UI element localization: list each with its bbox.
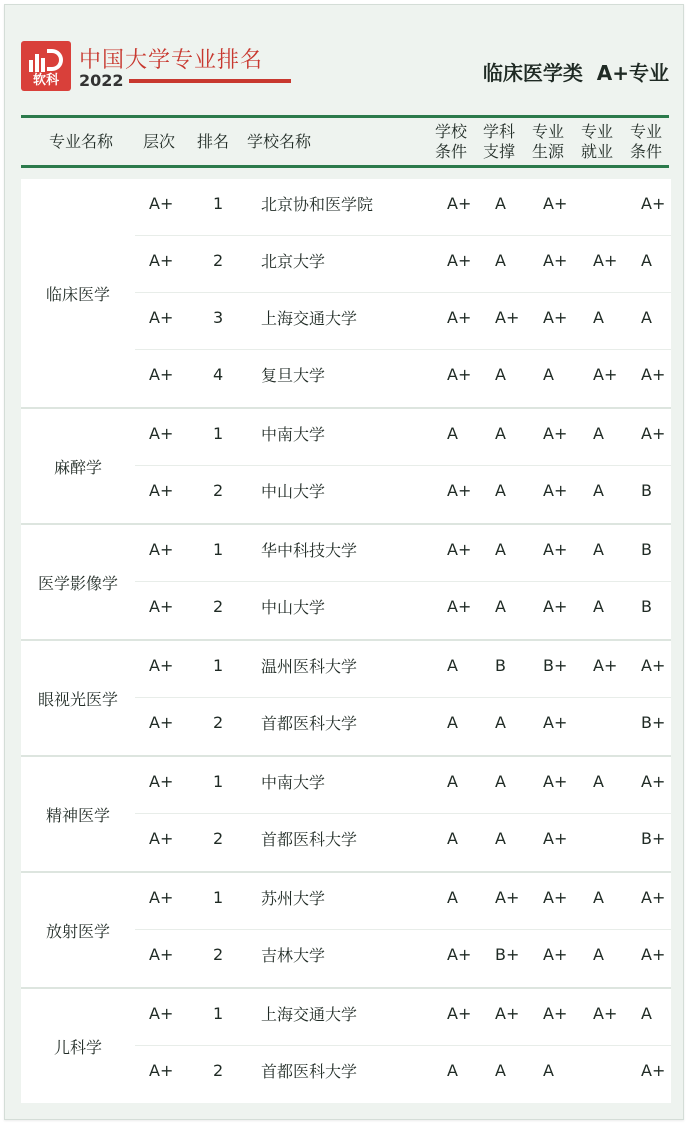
discipline-support-grade: A (495, 1061, 506, 1080)
rank-cell: 1 (213, 540, 224, 559)
school-name-cell: 上海交通大学 (261, 1005, 358, 1024)
school-condition-grade: A (447, 829, 458, 848)
table-row (135, 582, 671, 639)
student-source-grade: A+ (543, 308, 568, 327)
table-row (135, 873, 671, 930)
student-source-grade: A+ (543, 888, 568, 907)
student-source-grade: A+ (543, 945, 568, 964)
rank-cell: 1 (213, 1004, 224, 1023)
major-condition-grade: B+ (641, 713, 666, 732)
rank-cell: 2 (213, 829, 224, 848)
employment-grade: A (593, 772, 604, 791)
col-g5-line1: 专业 (629, 122, 662, 141)
discipline-support-grade: A (495, 597, 506, 616)
school-condition-grade: A+ (447, 597, 472, 616)
school-name-cell: 中山大学 (261, 482, 326, 501)
student-source-grade: A (543, 365, 554, 384)
major-condition-grade: A (641, 251, 652, 270)
major-condition-grade: A (641, 1004, 652, 1023)
major-group (21, 989, 671, 1103)
table-row (135, 757, 671, 814)
major-condition-grade: A+ (641, 194, 666, 213)
table-row (135, 641, 671, 698)
major-condition-grade: A+ (641, 424, 666, 443)
level-cell: A+ (149, 540, 174, 559)
school-condition-grade: A+ (447, 365, 472, 384)
col-g1-line1: 学校 (434, 122, 467, 141)
school-condition-grade: A+ (447, 481, 472, 500)
employment-grade: A+ (593, 251, 618, 270)
discipline-support-grade: A (495, 713, 506, 732)
major-name: 临床医学 (45, 284, 110, 304)
major-condition-grade: A+ (641, 888, 666, 907)
major-group (21, 409, 671, 525)
rank-cell: 2 (213, 713, 224, 732)
major-name: 精神医学 (45, 805, 110, 825)
school-condition-grade: A+ (447, 540, 472, 559)
employment-grade: A (593, 945, 604, 964)
col-major: 专业名称 (48, 132, 113, 151)
level-cell: A+ (149, 424, 174, 443)
discipline-support-grade: A (495, 365, 506, 384)
discipline-support-grade: A (495, 194, 506, 213)
level-cell: A+ (149, 251, 174, 270)
rank-cell: 1 (213, 888, 224, 907)
table-row (135, 236, 671, 293)
rank-cell: 2 (213, 1061, 224, 1080)
col-discipline-support (477, 121, 521, 163)
col-g4-line2: 就业 (580, 142, 613, 161)
employment-grade: A (593, 308, 604, 327)
level-cell: A+ (149, 1004, 174, 1023)
col-g1-line2: 条件 (434, 142, 467, 161)
table-row (135, 466, 671, 523)
student-source-grade: A+ (543, 1004, 568, 1023)
major-name: 儿科学 (53, 1037, 102, 1057)
ranking-card (4, 4, 684, 1120)
header-rule-top (21, 115, 669, 118)
discipline-support-grade: A (495, 540, 506, 559)
col-student-source (526, 121, 570, 163)
employment-grade: A+ (593, 365, 618, 384)
major-group (21, 641, 671, 757)
major-condition-grade: B (641, 540, 652, 559)
table-row (135, 293, 671, 350)
student-source-grade: A+ (543, 481, 568, 500)
school-condition-grade: A (447, 713, 458, 732)
discipline-support-grade: A (495, 772, 506, 791)
major-condition-grade: B (641, 481, 652, 500)
col-rank: 排名 (196, 132, 229, 151)
table-row (135, 409, 671, 466)
header (5, 5, 685, 115)
table-row (135, 814, 671, 871)
major-condition-grade: A+ (641, 656, 666, 675)
employment-grade: A+ (593, 656, 618, 675)
major-condition-grade: A+ (641, 945, 666, 964)
ranking-table-body (21, 179, 671, 1103)
school-name-cell: 中南大学 (261, 773, 326, 792)
col-g4-line1: 专业 (580, 122, 613, 141)
student-source-grade: A+ (543, 424, 568, 443)
level-cell: A+ (149, 945, 174, 964)
brand-title: 中国大学专业排名 (79, 48, 264, 73)
major-name: 眼视光医学 (37, 689, 118, 709)
col-g3-line1: 专业 (531, 122, 564, 141)
discipline-support-grade: A (495, 424, 506, 443)
school-name-cell: 吉林大学 (261, 946, 326, 965)
school-name-cell: 首都医科大学 (261, 830, 358, 849)
school-condition-grade: A+ (447, 1004, 472, 1023)
discipline-support-grade: B (495, 656, 506, 675)
col-g2-line2: 支撑 (482, 142, 515, 161)
col-g3-line2: 生源 (531, 142, 564, 161)
logo-text: 软科 (32, 73, 59, 88)
level-cell: A+ (149, 829, 174, 848)
major-name: 放射医学 (45, 921, 110, 941)
col-major-condition (624, 121, 668, 163)
student-source-grade: A+ (543, 251, 568, 270)
discipline-support-grade: A (495, 829, 506, 848)
major-group (21, 757, 671, 873)
school-name-cell: 上海交通大学 (261, 309, 358, 328)
employment-grade: A (593, 481, 604, 500)
rank-cell: 1 (213, 424, 224, 443)
school-condition-grade: A (447, 772, 458, 791)
rank-cell: 2 (213, 597, 224, 616)
student-source-grade: B+ (543, 656, 568, 675)
rank-cell: 3 (213, 308, 224, 327)
major-condition-grade: A+ (641, 1061, 666, 1080)
major-name: 医学影像学 (37, 573, 118, 593)
level-cell: A+ (149, 772, 174, 791)
shanghairanking-logo-icon (21, 41, 71, 91)
discipline-support-grade: A (495, 251, 506, 270)
level-cell: A+ (149, 888, 174, 907)
discipline-support-grade: A (495, 481, 506, 500)
level-cell: A+ (149, 308, 174, 327)
school-condition-grade: A+ (447, 308, 472, 327)
employment-grade: A (593, 597, 604, 616)
school-condition-grade: A (447, 656, 458, 675)
student-source-grade: A+ (543, 772, 568, 791)
level-cell: A+ (149, 597, 174, 616)
discipline-support-grade: A+ (495, 1004, 520, 1023)
level-cell: A+ (149, 194, 174, 213)
school-condition-grade: A (447, 1061, 458, 1080)
major-condition-grade: B (641, 597, 652, 616)
major-group (21, 873, 671, 989)
employment-grade: A+ (593, 1004, 618, 1023)
school-condition-grade: A+ (447, 945, 472, 964)
school-name-cell: 华中科技大学 (261, 541, 358, 560)
school-name-cell: 中南大学 (261, 425, 326, 444)
rank-cell: 1 (213, 772, 224, 791)
school-name-cell: 首都医科大学 (261, 714, 358, 733)
major-condition-grade: A+ (641, 772, 666, 791)
discipline-support-grade: A+ (495, 308, 520, 327)
school-condition-grade: A (447, 888, 458, 907)
rank-cell: 2 (213, 481, 224, 500)
header-rule-bottom (21, 165, 669, 168)
employment-grade: A (593, 540, 604, 559)
school-condition-grade: A+ (447, 194, 472, 213)
rank-cell: 4 (213, 365, 224, 384)
col-school-condition (429, 121, 473, 163)
rank-cell: 1 (213, 194, 224, 213)
level-cell: A+ (149, 713, 174, 732)
table-row (135, 1046, 671, 1103)
col-school: 学校名称 (247, 132, 312, 151)
major-condition-grade: B+ (641, 829, 666, 848)
major-condition-grade: A (641, 308, 652, 327)
major-name: 麻醉学 (53, 457, 102, 477)
school-name-cell: 复旦大学 (261, 366, 326, 385)
school-condition-grade: A+ (447, 251, 472, 270)
col-employment (575, 121, 619, 163)
brand-year: 2022 (79, 71, 124, 90)
table-row (135, 525, 671, 582)
col-level: 层次 (142, 132, 175, 151)
rank-cell: 2 (213, 251, 224, 270)
discipline-support-grade: A+ (495, 888, 520, 907)
student-source-grade: A (543, 1061, 554, 1080)
student-source-grade: A+ (543, 829, 568, 848)
rank-cell: 2 (213, 945, 224, 964)
table-row (135, 698, 671, 755)
table-row (135, 989, 671, 1046)
student-source-grade: A+ (543, 713, 568, 732)
rank-cell: 1 (213, 656, 224, 675)
level-cell: A+ (149, 1061, 174, 1080)
col-g2-line1: 学科 (482, 122, 515, 141)
student-source-grade: A+ (543, 540, 568, 559)
col-g5-line2: 条件 (629, 142, 662, 161)
school-name-cell: 苏州大学 (261, 889, 326, 908)
school-condition-grade: A (447, 424, 458, 443)
school-name-cell: 中山大学 (261, 598, 326, 617)
discipline-support-grade: B+ (495, 945, 520, 964)
school-name-cell: 北京大学 (261, 252, 326, 271)
major-group (21, 525, 671, 641)
table-row (135, 350, 671, 407)
employment-grade: A (593, 424, 604, 443)
student-source-grade: A+ (543, 194, 568, 213)
school-name-cell: 北京协和医学院 (261, 195, 374, 214)
table-row (135, 930, 671, 987)
level-cell: A+ (149, 365, 174, 384)
page-heading: 临床医学类 A+专业 (482, 61, 669, 85)
table-row (135, 179, 671, 236)
school-name-cell: 首都医科大学 (261, 1062, 358, 1081)
brand-underline (129, 79, 291, 83)
level-cell: A+ (149, 656, 174, 675)
school-name-cell: 温州医科大学 (261, 657, 358, 676)
level-cell: A+ (149, 481, 174, 500)
major-condition-grade: A+ (641, 365, 666, 384)
major-group (21, 179, 671, 409)
employment-grade: A (593, 888, 604, 907)
student-source-grade: A+ (543, 597, 568, 616)
